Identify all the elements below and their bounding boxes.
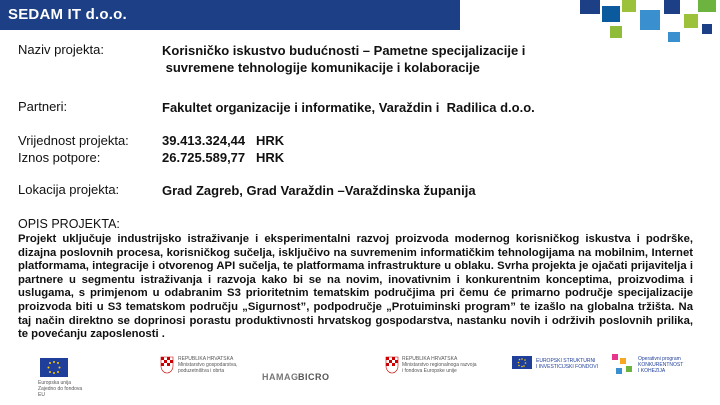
field-value xyxy=(162,99,535,116)
operational-program-text: Operativni program KONKURENTNOST I KOHEZIJA xyxy=(638,356,684,374)
value-line: Fakultet organizacije i informatike, Varaždin i Radilica d.o.o. xyxy=(162,100,535,115)
field-value xyxy=(162,42,525,76)
ministry-economy-text: REPUBLIKA HRVATSKA Ministarstvo gospodarstva, poduzetništva i obrta xyxy=(178,356,238,374)
value-line: 26.725.589,77 HRK xyxy=(162,150,285,165)
croatia-coat-of-arms-icon-2 xyxy=(385,356,399,374)
field-label xyxy=(18,132,129,166)
field-label: Lokacija projekta: xyxy=(18,182,120,197)
label-line: Iznos potpore: xyxy=(18,150,101,165)
value-line: suvremene tehnologije komunikacije i kolaboracije xyxy=(162,60,480,75)
field-label: Partneri: xyxy=(18,99,68,114)
hamag-logo: HAMAG xyxy=(262,372,299,382)
field-value xyxy=(162,132,284,166)
croatia-coat-of-arms-icon xyxy=(160,356,174,374)
header-bar xyxy=(0,0,460,30)
value-line: Grad Zagreb, Grad Varaždin –Varaždinska županija xyxy=(162,183,476,198)
eu-flag-icon xyxy=(40,358,68,377)
eu-flag-icon-2 xyxy=(512,356,532,369)
ministry-regional-text: REPUBLIKA HRVATSKA Ministarstvo regionalnoga razvoja i fondova Europske unije xyxy=(402,356,477,374)
eu-caption: Europska unija Zajedno do fondova EU xyxy=(38,380,83,398)
structural-funds-text: EUROPSKI STRUKTURNI I INVESTICIJSKI FONDOVI xyxy=(536,358,598,370)
description-label: OPIS PROJEKTA: xyxy=(18,217,120,231)
label-line: Vrijednost projekta: xyxy=(18,133,129,148)
footer-logos xyxy=(0,352,720,405)
field-value xyxy=(162,182,476,199)
company-title: SEDAM IT d.o.o. xyxy=(8,6,127,23)
field-label: Naziv projekta: xyxy=(18,42,104,57)
decorative-squares xyxy=(580,0,720,50)
operational-program-icon xyxy=(612,354,634,380)
description-text: Projekt uključuje industrijsko istraživanje i eksperimentalni razvoj proizvoda modernog korisničkog iskustva i podrške, dizajna poslovnih procesa, korisničkog sučelja, isključivo na suvremenim informatičkim tehnologijama na mobilnim, Internet platformama, integracije i otvorenog API sučelja, te platformama infrastrukture u oblaku. Svrha projekta je ojačati prijavitelja i partnere u segmentu istraživanja i razvoja kako bi se na novim, inovativnim i konkurentnim konceptima, proizvodima i uslugama, s primjenom u odabranim S3 prioritetnim tematskim područjima pri čemu će primarno područje specijalizacije proizvoda biti u S3 tematskom području „Sigurnost”, podpodručje „Protuiminski program” te izašlo na globalna tržišta. Na taj način direktno se doprinosi porastu produktivnosti hrvatskog gospodarstva, nastanku novih i održivih poslovnih prilika, te povećanju zaposlenosti . xyxy=(18,233,693,341)
value-line: 39.413.324,44 HRK xyxy=(162,133,285,148)
bicro-logo: BICRO xyxy=(298,372,330,382)
value-line: Korisničko iskustvo budućnosti – Pametne specijalizacije i xyxy=(162,43,526,58)
